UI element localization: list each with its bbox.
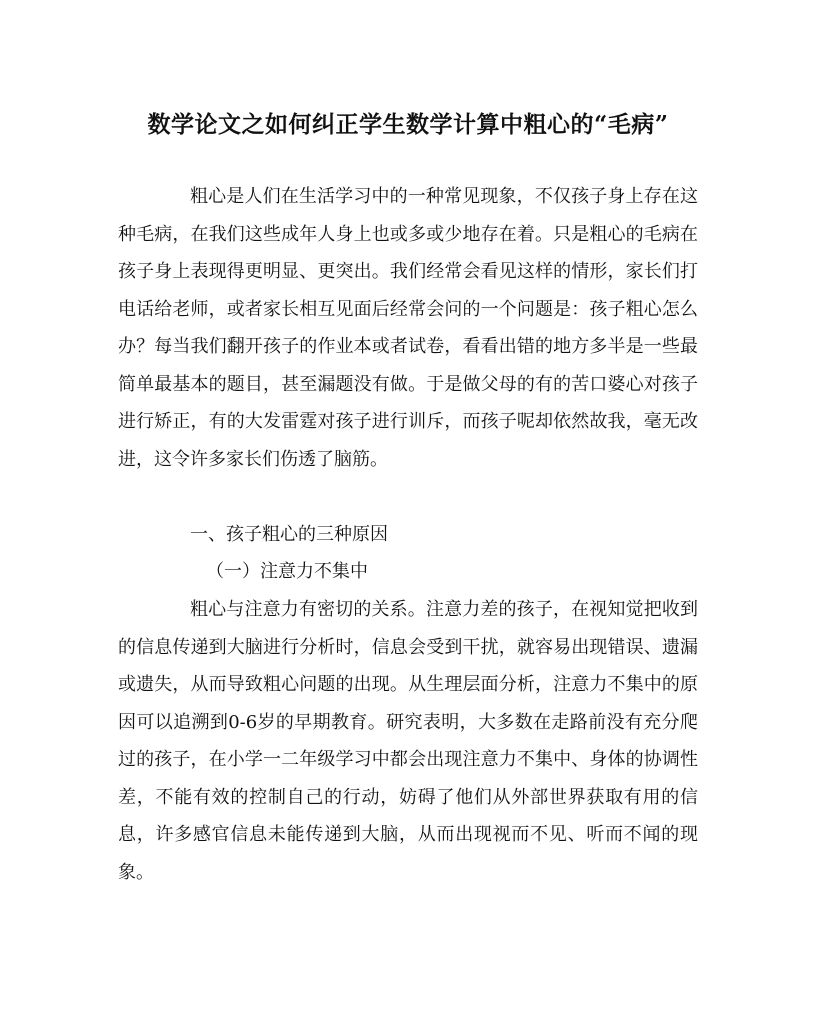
document-title: 数学论文之如何纠正学生数学计算中粗心的“毛病” (147, 111, 669, 138)
paragraph-intro: 粗心是人们在生活学习中的一种常见现象，不仅孩子身上存在这种毛病，在我们这些成年人身上也或多或少地存在着。只是粗心的毛病在孩子身上表现得更明显、更突出。我们经常会看见这样的情形，家长们打电话给老师，或者家长相互见面后经常会问的一个问题是：孩子粗心怎么办？每当我们翻开孩子的作业本或者试卷，看看出错的地方多半是一些最简单最基本的题目，甚至漏题没有做。于是做父母的有的苦口婆心对孩子进行矫正，有的大发雷霆对孩子进行训斥，而孩子呢却依然故我，毫无改进，这令许多家长们伤透了脑筋。 (118, 186, 698, 470)
paragraph-attention: 粗心与注意力有密切的关系。注意力差的孩子，在视知觉把收到的信息传递到大脑进行分析时，信息会受到干扰，就容易出现错误、遗漏或遗失，从而导致粗心问题的出现。从生理层面分析，注意力不集中的原因可以追溯到0-6岁的早期教育。研究表明，大多数在走路前没有充分爬过的孩子，在小学一二年级学习中都会出现注意力不集中、身体的协调性差，不能有效的控制自己的行动，妨碍了他们从外部世界获取有用的信息，许多感官信息未能传递到大脑，从而出现视而不见、听而不闻的现象。 (118, 599, 698, 883)
subsection-heading: （一）注意力不集中 (206, 561, 368, 582)
section-heading: 一、孩子粗心的三种原因 (190, 524, 388, 545)
